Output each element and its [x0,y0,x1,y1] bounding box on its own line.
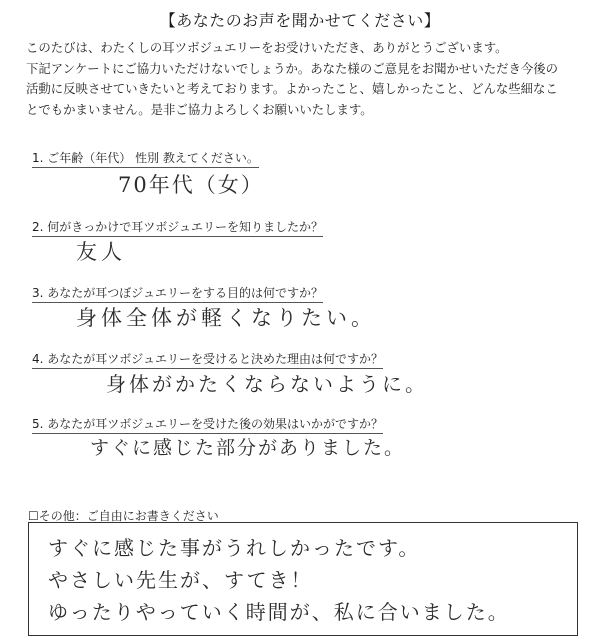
answer-4-handwritten: 身体がかたくならないように。 [106,372,428,396]
question-2: 2. 何がきっかけで耳ツボジュエリーを知りましたか？ [32,218,323,237]
survey-title: 【あなたのお声を聞かせてください】 [159,11,441,30]
comment-line: すぐに感じた事がうれしかったです。 [48,536,421,560]
answer-5-handwritten: すぐに感じた部分がありました。 [90,437,406,459]
comment-line: やさしい先生が、すてき！ [48,568,313,592]
intro-line: このたびは、わたくしの耳ツボジュエリーをお受けいただき、ありがとうございます。 [26,40,508,55]
answer-1-handwritten: 70年代（女） [118,173,264,197]
intro-line: 下記アンケートにご協力いただけないでしょうか。あなた様のご意見をお聞かせいただき今後の [26,60,559,76]
question-3: 3. あなたが耳つぼジュエリーをする目的は何ですか？ [32,284,323,303]
question-5: 5. あなたが耳ツボジュエリーを受けた後の効果はいかがですか？ [32,415,383,434]
intro-line: 活動に反映させていきたいと考えております。よかったこと、嬉しかったこと、どんな些細なこ [26,81,558,96]
question-4: 4. あなたが耳ツボジュエリーを受けると決めた理由は何ですか？ [32,350,383,369]
intro-text [26,38,578,120]
other-comments-label: ☐その他：ご自由にお書きください [28,509,219,523]
answer-2-handwritten: 友人 [76,240,126,264]
question-1: 1. ご年齢（年代） 性別 教えてください。 [32,149,259,168]
answer-3-handwritten: 身体全体が軽くなりたい。 [76,306,376,330]
intro-line: とでもかまいません。是非ご協力よろしくお願いいたします。 [26,101,373,117]
comment-line: ゆったりやっていく時間が、私に合いました。 [48,600,510,624]
